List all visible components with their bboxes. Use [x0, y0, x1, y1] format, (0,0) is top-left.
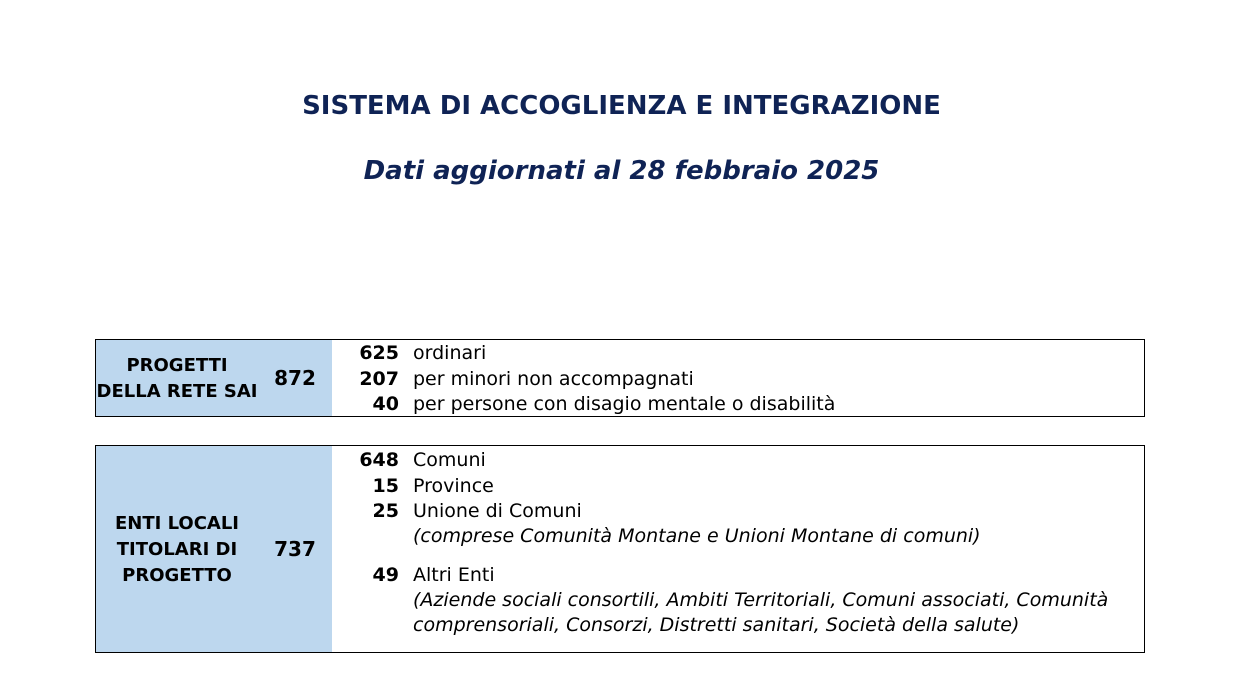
- entities-label-cell: [96, 446, 332, 652]
- entities-table: [95, 445, 1145, 653]
- row-value: 15: [372, 475, 399, 497]
- entities-label-line2: TITOLARI DI: [116, 539, 238, 560]
- row-label: Comuni: [413, 449, 486, 471]
- row-label: Unione di Comuni: [413, 500, 582, 522]
- projects-total: 872: [274, 366, 316, 390]
- entities-label-line1: ENTI LOCALI: [114, 513, 240, 534]
- entities-altri-note-line1: (Aziende sociali consortili, Ambiti Territoriali, Comuni associati, Comunità: [413, 589, 1109, 611]
- row-label: Altri Enti: [413, 564, 495, 586]
- row-value: 49: [372, 564, 399, 586]
- page-subtitle: Dati aggiornati al 28 febbraio 2025: [363, 156, 880, 186]
- row-value: 625: [359, 342, 399, 364]
- projects-label-cell: [96, 340, 332, 416]
- projects-table: [95, 339, 1145, 417]
- row-label: ordinari: [413, 342, 487, 364]
- entities-label-line3: PROGETTO: [122, 565, 232, 586]
- page-title: SISTEMA DI ACCOGLIENZA E INTEGRAZIONE: [302, 91, 941, 121]
- projects-label-line1: PROGETTI: [126, 355, 228, 376]
- row-value: 207: [359, 368, 399, 390]
- row-label: per persone con disagio mentale o disabilità: [413, 393, 836, 415]
- row-value: 648: [359, 449, 399, 471]
- entities-altri-note-line2: comprensoriali, Consorzi, Distretti sanitari, Società della salute): [413, 614, 1020, 636]
- entities-total: 737: [274, 537, 316, 561]
- row-label: Province: [413, 475, 494, 497]
- row-value: 25: [372, 500, 399, 522]
- entities-unione-note: (comprese Comunità Montane e Unioni Montane di comuni): [413, 525, 981, 547]
- row-label: per minori non accompagnati: [413, 368, 694, 390]
- row-value: 40: [372, 393, 399, 415]
- projects-label-line2: DELLA RETE SAI: [96, 381, 258, 402]
